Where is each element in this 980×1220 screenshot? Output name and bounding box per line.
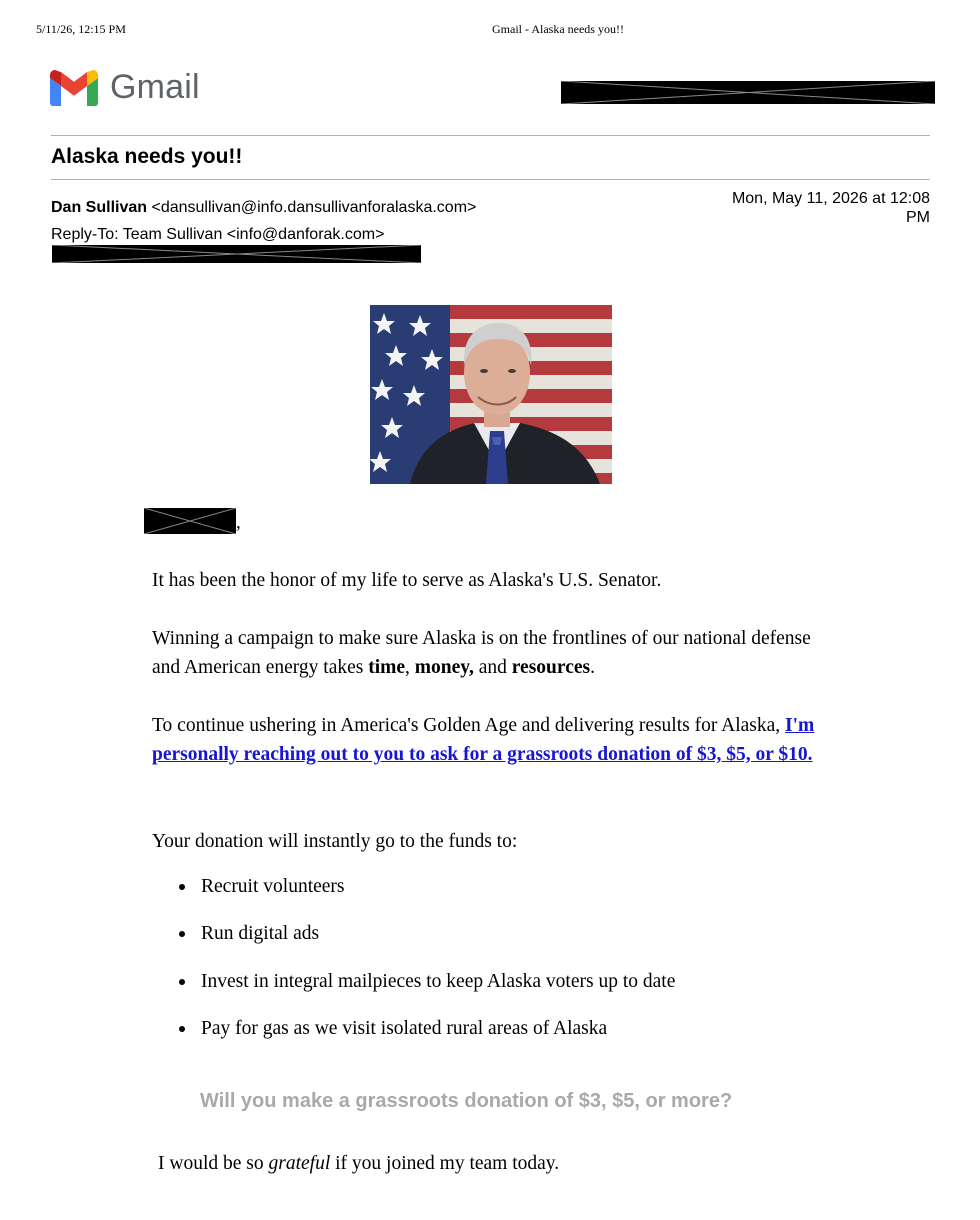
candidate-photo: [370, 305, 612, 484]
paragraph-3-text: [152, 711, 832, 769]
bullet-icon: [179, 931, 185, 937]
sender-line: [51, 199, 476, 217]
bullet-icon: [179, 884, 185, 890]
list-item: [152, 872, 675, 919]
p2-sep1: ,: [405, 657, 415, 678]
redacted-account-bar: [561, 81, 935, 104]
bullet-icon: [179, 1026, 185, 1032]
list-item: [152, 967, 675, 1014]
p2-sep2: and: [473, 657, 512, 678]
list-item: [152, 919, 675, 966]
p2-start: Winning a campaign to make sure Alaska is on the frontlines of our national defense and American energy takes: [152, 628, 811, 678]
p3-start: To continue ushering in America's Golden Age and delivering results for Alaska,: [152, 715, 786, 736]
gmail-m-icon: [50, 70, 98, 106]
email-date: Mon, May 11, 2026 at 12:08 PM: [731, 190, 930, 226]
bullet-icon: [179, 979, 185, 985]
gmail-logo: [50, 68, 200, 107]
print-date: 5/11/26, 12:15 PM: [36, 22, 126, 36]
redacted-recipient-name: [144, 508, 236, 534]
paragraph-2: [152, 624, 832, 682]
redaction-cross-icon: [52, 245, 421, 263]
redaction-cross-icon: [144, 508, 236, 534]
funds-list: [152, 872, 675, 1061]
list-item-text: Invest in integral mailpieces to keep Alaska voters up to date: [201, 970, 676, 992]
p2-money: money,: [414, 657, 474, 678]
greeting-comma: ,: [236, 512, 241, 533]
redacted-recipient-bar: [52, 245, 421, 263]
p2-end: .: [590, 657, 595, 678]
list-item-text: Run digital ads: [201, 923, 320, 945]
closing-end: if you joined my team today.: [330, 1153, 560, 1174]
closing-start: I would be so: [158, 1153, 269, 1174]
print-title: Gmail - Alaska needs you!!: [492, 22, 624, 36]
sender-address: <dansullivan@info.dansullivanforalaska.com>: [151, 199, 477, 216]
divider-top: [51, 135, 930, 136]
divider-subject: [51, 179, 930, 180]
paragraph-4-text: Your donation will instantly go to the funds to:: [152, 831, 518, 852]
paragraph-4: [152, 827, 832, 856]
p2-resources: resources: [511, 657, 591, 678]
paragraph-2-text: [152, 624, 832, 682]
paragraph-1-text: It has been the honor of my life to serve as Alaska's U.S. Senator.: [152, 570, 662, 591]
donate-link[interactable]: I'm personally reaching out to you to ask for a grassroots donation of $3, $5, or $10.: [152, 715, 815, 765]
reply-to-line: Reply-To: Team Sullivan <info@danforak.com>: [51, 226, 385, 243]
list-item-text: Recruit volunteers: [201, 876, 345, 897]
closing-line: [158, 1153, 559, 1175]
donation-cta[interactable]: Will you make a grassroots donation of $3, $5, or more?: [200, 1090, 733, 1112]
gmail-wordmark: Gmail: [110, 68, 200, 106]
list-item-text: Pay for gas as we visit isolated rural areas of Alaska: [201, 1017, 608, 1039]
closing-emphasis: grateful: [268, 1153, 331, 1174]
list-item: [152, 1014, 675, 1061]
email-subject: Alaska needs you!!: [51, 145, 243, 168]
p2-time: time: [368, 657, 406, 678]
paragraph-1: [152, 566, 832, 595]
paragraph-3: [152, 711, 832, 769]
sender-name: Dan Sullivan: [51, 199, 148, 216]
redaction-cross-icon: [561, 81, 935, 104]
